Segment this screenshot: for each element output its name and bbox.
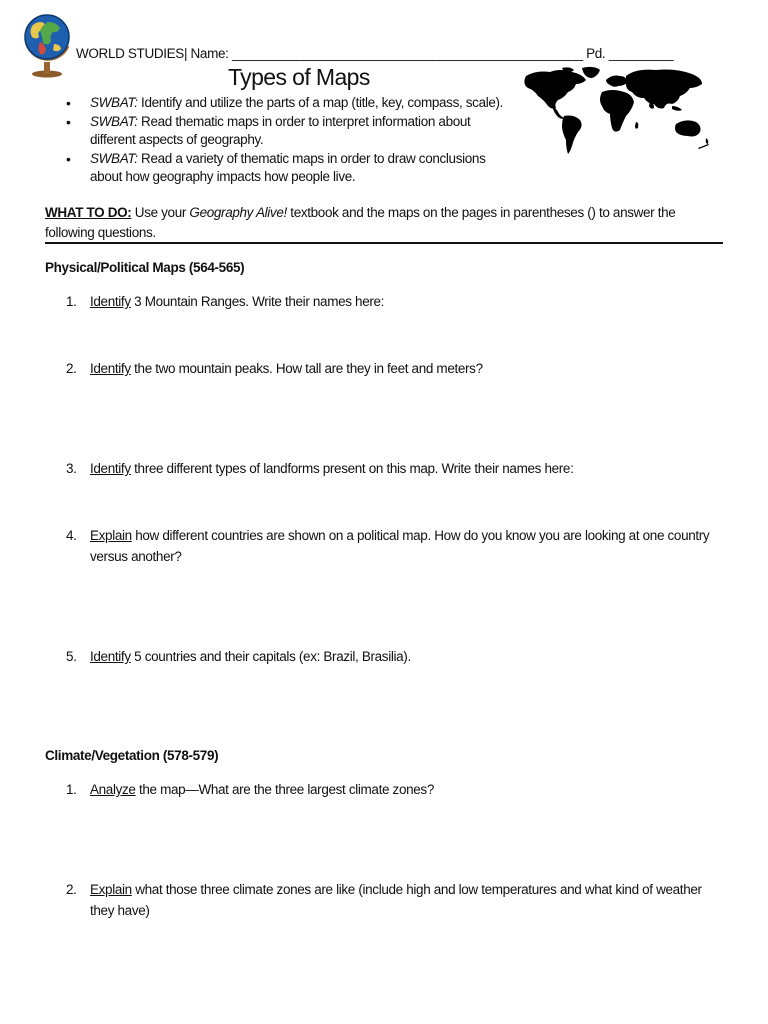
question-verb: Analyze	[90, 782, 136, 797]
question-text: how different countries are shown on a political map. How do you know you are looking at one country versus another?	[90, 528, 710, 564]
section-heading: Physical/Political Maps (564-565)	[45, 260, 245, 275]
question-verb: Identify	[90, 361, 131, 376]
course-label: WORLD STUDIES|	[76, 46, 188, 61]
question-text: the two mountain peaks. How tall are they in feet and meters?	[130, 361, 483, 376]
question-verb: Identify	[90, 461, 131, 476]
objective-item: • SWBAT: Read thematic maps in order to interpret information about different aspects of geography.	[66, 113, 516, 150]
world-map-icon	[522, 66, 714, 156]
objective-item: • SWBAT: Identify and utilize the parts of a map (title, key, compass, scale).	[66, 94, 516, 113]
question-item	[66, 459, 716, 480]
objectives-list	[66, 94, 516, 187]
globe-icon	[20, 10, 74, 78]
question-text: what those three climate zones are like (include high and low temperatures and what kind of weather they have)	[90, 882, 702, 918]
question-verb: Explain	[90, 528, 132, 543]
section-heading: Climate/Vegetation (578-579)	[45, 748, 219, 763]
question-number: 4.	[66, 528, 77, 543]
question-item	[66, 292, 716, 313]
question-number: 2.	[66, 361, 77, 376]
instructions: WHAT TO DO: Use your Geography Alive! textbook and the maps on the pages in parentheses () to answer the following questions.	[45, 205, 676, 240]
objective-item: • SWBAT: Read a variety of thematic maps in order to draw conclusions about how geography impacts how people live.	[66, 150, 516, 187]
instructions-label: WHAT TO DO:	[45, 205, 132, 220]
page-title: Types of Maps	[228, 64, 370, 90]
question-number: 1.	[66, 782, 77, 797]
divider	[45, 242, 723, 244]
question-item	[66, 647, 716, 668]
student-info-line	[76, 46, 676, 61]
period-label: Pd.	[586, 46, 606, 61]
question-verb: Identify	[90, 649, 131, 664]
question-number: 5.	[66, 649, 77, 664]
question-item	[66, 526, 716, 567]
question-text: three different types of landforms present on this map. Write their names here:	[130, 461, 574, 476]
question-number: 2.	[66, 882, 77, 897]
question-verb: Identify	[90, 294, 131, 309]
question-text: 3 Mountain Ranges. Write their names here:	[130, 294, 385, 309]
question-text: the map—What are the three largest climate zones?	[135, 782, 434, 797]
name-blank[interactable]: _________________________________________________	[231, 46, 583, 61]
question-number: 3.	[66, 461, 77, 476]
question-item	[66, 780, 716, 801]
question-text: 5 countries and their capitals (ex: Brazil, Brasilia).	[130, 649, 411, 664]
period-blank[interactable]: _________	[608, 46, 674, 61]
textbook-title: Geography Alive!	[189, 205, 287, 220]
question-verb: Explain	[90, 882, 132, 897]
name-label: Name:	[190, 46, 229, 61]
question-item	[66, 880, 716, 921]
question-number: 1.	[66, 294, 77, 309]
question-item	[66, 359, 716, 380]
